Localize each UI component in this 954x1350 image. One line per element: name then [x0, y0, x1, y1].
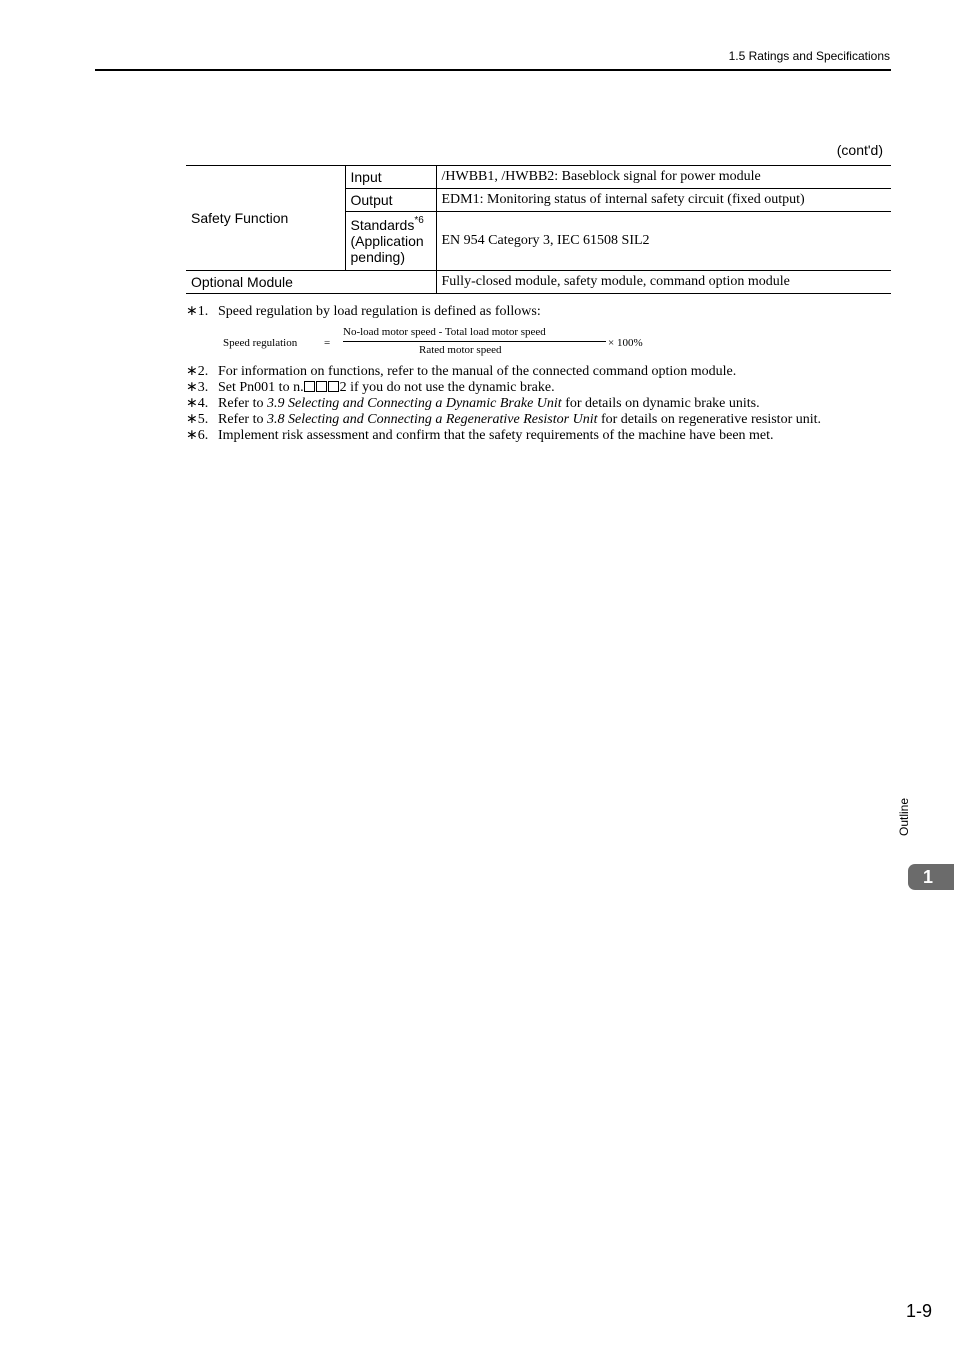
standards-label: Standards: [350, 217, 415, 233]
footnote-text-after: 2 if you do not use the dynamic brake.: [339, 380, 555, 395]
footnote-text: Speed regulation by load regulation is defined as follows:: [218, 304, 541, 319]
chapter-side-label: Outline: [897, 797, 911, 836]
footnote-4: [186, 396, 891, 412]
speed-regulation-formula: [186, 324, 891, 358]
footnote-mark: ∗1.: [186, 304, 209, 319]
footnote-text: Implement risk assessment and confirm that the safety requirements of the machine have been met.: [218, 428, 774, 443]
section-reference-link[interactable]: 3.9 Selecting and Connecting a Dynamic Brake Unit: [266, 396, 562, 411]
formula-numerator: No-load motor speed - Total load motor speed: [343, 326, 546, 338]
footnote-5: [186, 412, 891, 428]
standards-value: EN 954 Category 3, IEC 61508 SIL2: [436, 212, 891, 271]
chapter-tab[interactable]: 1: [908, 864, 954, 890]
output-value: EDM1: Monitoring status of internal safety circuit (fixed output): [436, 189, 891, 212]
table-row: [186, 271, 891, 294]
optional-module-label: Optional Module: [186, 271, 436, 294]
footnote-mark: ∗2.: [186, 364, 209, 379]
footnote-prefix: Refer to: [218, 412, 267, 427]
input-label: Input: [345, 166, 436, 189]
standards-note-2: pending): [350, 249, 405, 265]
header-rule: [95, 69, 891, 71]
footnote-mark: ∗6.: [186, 428, 209, 443]
formula-equals: =: [324, 337, 331, 349]
footnote-mark: ∗3.: [186, 380, 209, 395]
optional-module-value: Fully-closed module, safety module, command option module: [436, 271, 891, 294]
footnote-suffix: for details on regenerative resistor unit.: [597, 412, 822, 427]
footnote-6: [186, 428, 891, 444]
standards-note-1: (Application: [350, 233, 424, 249]
page-number: 1-9: [905, 1301, 932, 1321]
running-header: 1.5 Ratings and Specifications: [728, 49, 890, 63]
input-value: /HWBB1, /HWBB2: Baseblock signal for power module: [436, 166, 891, 189]
footnote-1: [186, 304, 891, 320]
footnote-suffix: for details on dynamic brake units.: [561, 396, 760, 411]
footnote-text-before: Set Pn001 to n.: [218, 380, 304, 395]
standards-label-cell: [345, 212, 436, 271]
footnotes: [186, 304, 891, 444]
footnote-mark: ∗4.: [186, 396, 209, 411]
footnote-mark: ∗5.: [186, 412, 209, 427]
placeholder-box-icon: [316, 381, 327, 392]
footnote-prefix: Refer to: [218, 396, 267, 411]
footnote-ref: *6: [414, 215, 424, 227]
formula-multiplier: × 100%: [608, 337, 643, 349]
placeholder-box-icon: [328, 381, 339, 392]
continued-label: (cont'd): [836, 142, 883, 158]
footnote-text: For information on functions, refer to the manual of the connected command option module.: [218, 364, 737, 379]
specifications-table: [186, 165, 891, 294]
formula-denominator: Rated motor speed: [419, 344, 502, 356]
safety-function-label: Safety Function: [186, 166, 345, 271]
footnote-3: [186, 380, 891, 396]
placeholder-box-icon: [304, 381, 315, 392]
formula-lhs: Speed regulation: [223, 337, 298, 349]
output-label: Output: [345, 189, 436, 212]
table-row: [186, 166, 891, 189]
footnote-2: [186, 364, 891, 380]
section-reference-link[interactable]: 3.8 Selecting and Connecting a Regenerative Resistor Unit: [266, 412, 598, 427]
